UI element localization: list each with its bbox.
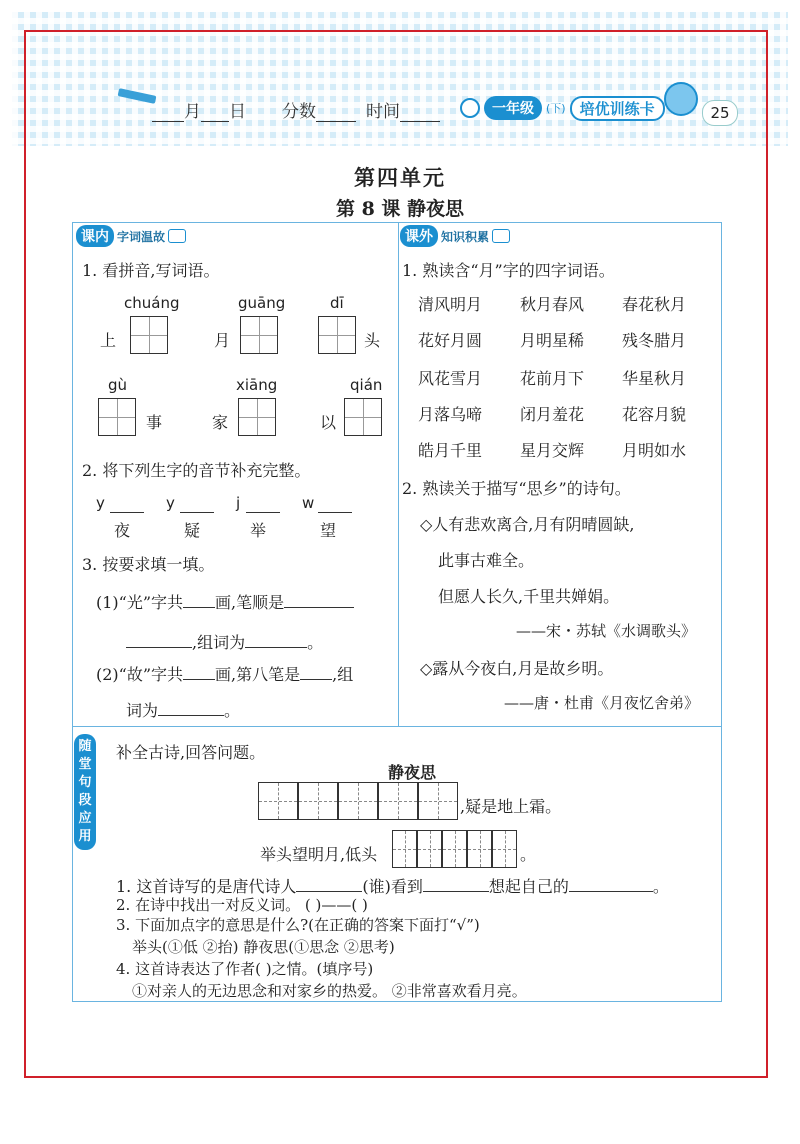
bottom-q3-options: 举头(①低 ②抬) 静夜思(①思念 ②思考) xyxy=(132,938,395,956)
stroke-order-blank[interactable] xyxy=(284,591,354,608)
lesson-title: 第 8 课 静夜思 xyxy=(335,198,465,220)
grade-badge xyxy=(460,96,665,120)
poem-source: ——唐・杜甫《月夜忆舍弟》 xyxy=(504,694,700,712)
side-tag-char: 段 xyxy=(78,793,92,808)
bottom-intro: 补全古诗,回答问题。 xyxy=(116,743,266,762)
poem-line: ◇露从今夜白,月是故乡明。 xyxy=(420,659,614,678)
extracurricular-tag xyxy=(400,225,510,247)
word-blank[interactable] xyxy=(245,631,307,648)
q3a-text: 画,笔顺是 xyxy=(215,593,285,612)
page-number: 25 xyxy=(702,100,738,126)
tag-label: 课外 xyxy=(400,225,438,247)
tag-label: 课内 xyxy=(76,225,114,247)
month-label: 月 xyxy=(184,102,201,122)
writing-cell[interactable] xyxy=(378,782,418,820)
side-tag-char: 堂 xyxy=(78,757,92,772)
initial: y xyxy=(96,494,105,512)
pinyin: dī xyxy=(330,294,344,312)
tag-sub-label: 知识积累 xyxy=(441,229,490,244)
poet-blank[interactable] xyxy=(296,875,362,892)
q3-part-b-line1 xyxy=(96,662,353,685)
idiom: 月落乌啼 xyxy=(418,405,483,424)
idiom: 春花秋月 xyxy=(622,295,687,314)
initial: y xyxy=(166,494,175,512)
char: 夜 xyxy=(114,521,131,540)
bottom-q3: 3. 下面加点字的意思是什么?(在正确的答案下面打“√”) xyxy=(116,916,480,934)
writing-cell[interactable] xyxy=(418,782,458,820)
syllable-blank[interactable] xyxy=(110,496,144,513)
time-blank[interactable] xyxy=(400,103,440,122)
word-char: 上 xyxy=(100,331,117,350)
writing-cell[interactable] xyxy=(130,316,168,354)
bottom-q4: 4. 这首诗表达了作者( )之情。(填序号) xyxy=(116,960,374,978)
time-label: 时间 xyxy=(366,102,400,122)
writing-cell[interactable] xyxy=(240,316,278,354)
idiom: 清风明月 xyxy=(418,295,483,314)
idiom: 皓月千里 xyxy=(418,441,483,460)
idiom: 花前月下 xyxy=(520,369,585,388)
book-icon xyxy=(168,229,186,243)
q3-part-a-line2 xyxy=(126,630,323,653)
idiom: 风花雪月 xyxy=(418,369,483,388)
eighth-stroke-blank[interactable] xyxy=(300,663,332,680)
clock-icon xyxy=(460,98,480,118)
idiom: 月明如水 xyxy=(622,441,687,460)
q3a-text: (1)“光”字共 xyxy=(96,593,184,612)
q3b-text: 。 xyxy=(224,701,241,720)
writing-cell[interactable] xyxy=(318,316,356,354)
char: 举 xyxy=(250,521,267,540)
q3-part-a-line1 xyxy=(96,590,354,613)
side-tag-char: 用 xyxy=(78,829,92,844)
book-title: 培优训练卡 xyxy=(570,96,665,121)
syllable-blank[interactable] xyxy=(318,496,352,513)
book-icon xyxy=(492,229,510,243)
term-label: (下) xyxy=(546,102,566,115)
initial: j xyxy=(236,494,241,512)
day-label: 日 xyxy=(229,102,246,122)
right-q2: 2. 熟读关于描写“思乡”的诗句。 xyxy=(402,479,631,498)
writing-cell[interactable] xyxy=(492,830,517,868)
writing-cell[interactable] xyxy=(338,782,378,820)
bottom-q2: 2. 在诗中找出一对反义词。 ( )——( ) xyxy=(116,896,368,914)
q3a-text: ,组词为 xyxy=(192,633,246,652)
q3b-text: ,组 xyxy=(332,665,354,684)
poem-line1-cells xyxy=(258,782,458,820)
writing-cell[interactable] xyxy=(417,830,442,868)
score-label: 分数 xyxy=(282,102,316,122)
left-q3: 3. 按要求填一填。 xyxy=(82,555,215,574)
side-tag-char: 应 xyxy=(78,811,92,826)
initial: w xyxy=(302,494,315,512)
poem-line1-suffix: ,疑是地上霜。 xyxy=(460,797,562,816)
word-char: 家 xyxy=(212,413,229,432)
q3b-text: 画,第八笔是 xyxy=(215,665,301,684)
poem-line2-suffix: 。 xyxy=(520,845,537,864)
pinyin: xiāng xyxy=(236,376,278,394)
writing-cell[interactable] xyxy=(98,398,136,436)
poem-line2-prefix: 举头望明月,低头 xyxy=(260,845,378,864)
day-blank[interactable] xyxy=(201,103,229,122)
writing-cell[interactable] xyxy=(258,782,298,820)
left-q1: 1. 看拼音,写词语。 xyxy=(82,261,220,280)
side-tag-char: 随 xyxy=(78,739,92,754)
stroke-count-blank[interactable] xyxy=(183,663,215,680)
side-tag-char: 句 xyxy=(78,775,92,790)
thought-blank[interactable] xyxy=(569,875,653,892)
poem-source: ——宋・苏轼《水调歌头》 xyxy=(516,622,697,640)
q3-part-b-line2 xyxy=(126,698,240,721)
month-blank[interactable] xyxy=(152,103,184,122)
writing-cell[interactable] xyxy=(442,830,467,868)
writing-cell[interactable] xyxy=(392,830,417,868)
q1-text: 想起自己的 xyxy=(488,877,569,896)
idiom: 秋月春风 xyxy=(520,295,585,314)
idiom: 华星秋月 xyxy=(622,369,687,388)
word-char: 事 xyxy=(146,413,163,432)
in-class-tag xyxy=(76,225,186,247)
stroke-count-blank[interactable] xyxy=(183,591,215,608)
q3a-text: 。 xyxy=(307,633,324,652)
poem-title: 静夜思 xyxy=(388,763,437,782)
side-tag xyxy=(74,734,96,850)
bottom-q4-options: ①对亲人的无边思念和对家乡的热爱。 ②非常喜欢看月亮。 xyxy=(132,982,527,1000)
char: 望 xyxy=(320,521,337,540)
idiom: 月明星稀 xyxy=(520,331,585,350)
q1-text: (谁)看到 xyxy=(362,877,423,896)
syllable-blank[interactable] xyxy=(180,496,214,513)
q1-text: 。 xyxy=(652,877,669,896)
char: 疑 xyxy=(184,521,201,540)
mascot-icon xyxy=(664,82,698,116)
word-char: 以 xyxy=(320,413,337,432)
idiom: 星月交辉 xyxy=(520,441,585,460)
writing-cell[interactable] xyxy=(298,782,338,820)
stroke-order-blank[interactable] xyxy=(126,631,192,648)
pinyin: chuáng xyxy=(124,294,180,312)
right-q1: 1. 熟读含“月”字的四字词语。 xyxy=(402,261,615,280)
pinyin: guāng xyxy=(238,294,286,312)
writing-cell[interactable] xyxy=(344,398,382,436)
word-blank[interactable] xyxy=(158,699,224,716)
q3b-text: (2)“故”字共 xyxy=(96,665,184,684)
poem-line: ◇人有悲欢离合,月有阴晴圆缺, xyxy=(420,515,635,534)
syllable-blank[interactable] xyxy=(246,496,280,513)
grade-label: 一年级 xyxy=(484,96,542,120)
word-char: 月 xyxy=(214,331,231,350)
word-char: 头 xyxy=(364,331,381,350)
tag-sub-label: 字词温故 xyxy=(117,229,166,244)
q1-text: 1. 这首诗写的是唐代诗人 xyxy=(116,877,297,896)
date-line xyxy=(152,96,440,122)
idiom: 残冬腊月 xyxy=(622,331,687,350)
unit-title: 第四单元 xyxy=(354,165,446,190)
pinyin: gù xyxy=(108,376,128,394)
writing-cell[interactable] xyxy=(238,398,276,436)
poem-line2-cells xyxy=(392,830,517,868)
left-q2: 2. 将下列生字的音节补充完整。 xyxy=(82,461,311,480)
q3b-text: 词为 xyxy=(126,701,159,720)
idiom: 花容月貌 xyxy=(622,405,687,424)
object-blank[interactable] xyxy=(423,875,489,892)
score-blank[interactable] xyxy=(316,103,356,122)
idiom: 闭月羞花 xyxy=(520,405,585,424)
poem-line: 但愿人长久,千里共婵娟。 xyxy=(438,587,620,606)
poem-line: 此事古难全。 xyxy=(438,551,535,570)
pinyin: qián xyxy=(350,376,383,394)
writing-cell[interactable] xyxy=(467,830,492,868)
idiom: 花好月圆 xyxy=(418,331,483,350)
